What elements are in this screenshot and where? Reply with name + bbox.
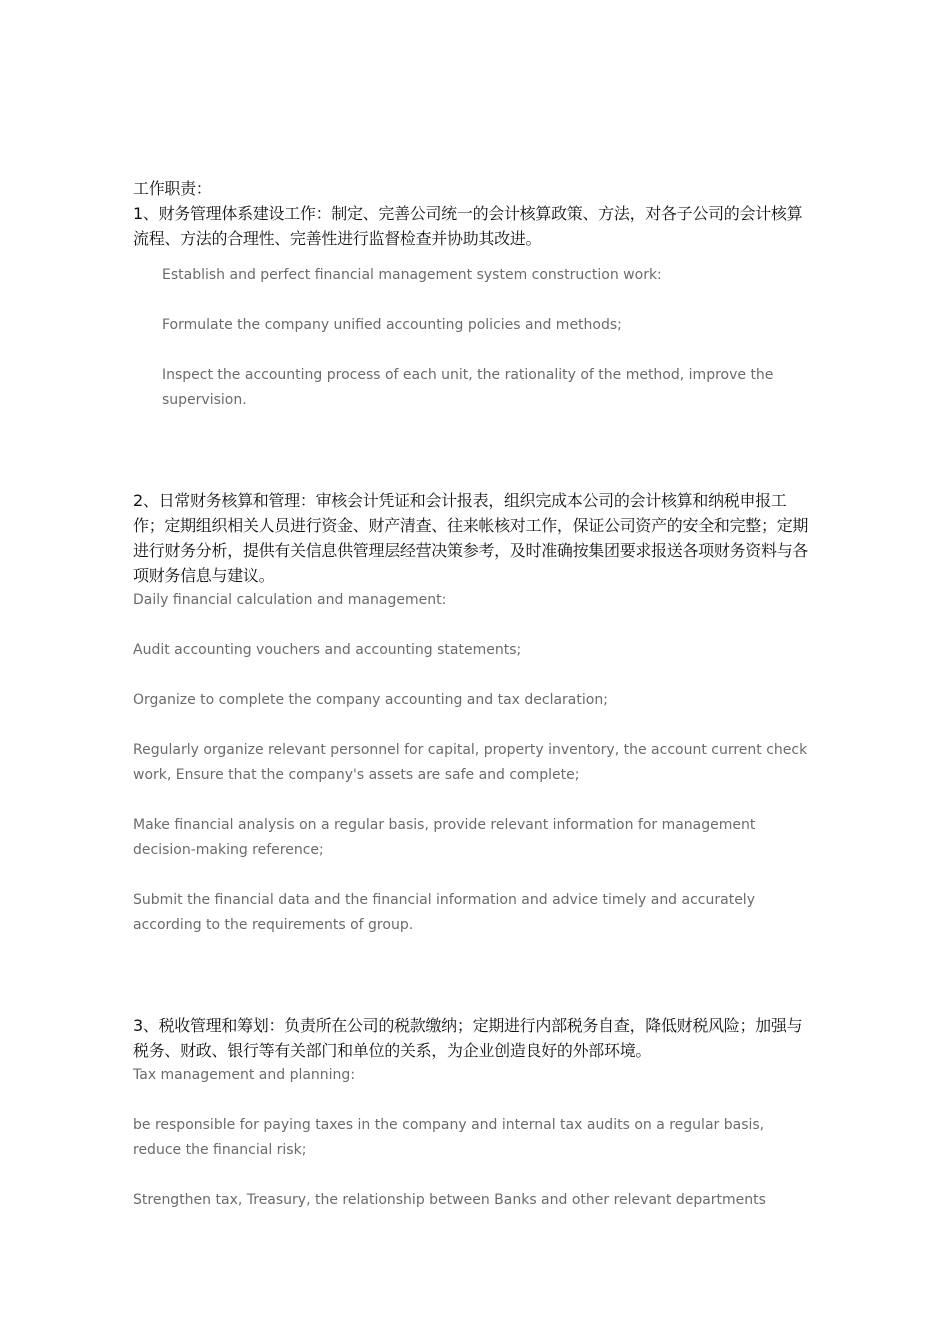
section-1-en-line: Inspect the accounting process of each unit, the rationality of the method, improve the supervision.	[162, 367, 774, 408]
section-3-english	[133, 1063, 813, 1213]
section-2-en-line: Make financial analysis on a regular basis, provide relevant information for management decision-making reference;	[133, 817, 756, 858]
section-1-english	[133, 263, 813, 413]
section-heading: 工作职责：	[133, 179, 212, 198]
section-2-chinese: 2、日常财务核算和管理：审核会计凭证和会计报表，组织完成本公司的会计核算和纳税申报工作；定期组织相关人员进行资金、财产清查、往来帐核对工作，保证公司资产的安全和完整；定期进行财务分析，提供有关信息供管理层经营决策参考，及时准确按集团要求报送各项财务资料与各项财务信息与建议。	[133, 491, 809, 585]
section-1-chinese: 1、财务管理体系建设工作：制定、完善公司统一的会计核算政策、方法，对各子公司的会计核算流程、方法的合理性、完善性进行监督检查并协助其改进。	[133, 204, 803, 248]
document-body	[133, 176, 813, 1213]
section-2-en-line: Audit accounting vouchers and accounting statements;	[133, 642, 522, 658]
section-1-en-line: Formulate the company unified accounting policies and methods;	[162, 317, 622, 333]
section-3-en-line: Strengthen tax, Treasury, the relationship between Banks and other relevant departments	[133, 1192, 766, 1208]
section-1-en-line: Establish and perfect financial management system construction work:	[162, 267, 662, 283]
section-2-english	[133, 588, 813, 938]
section-3-en-line: Tax management and planning:	[133, 1067, 356, 1083]
section-3-en-line: be responsible for paying taxes in the company and internal tax audits on a regular basis, reduce the financial risk;	[133, 1117, 765, 1158]
section-3-chinese: 3、税收管理和筹划：负责所在公司的税款缴纳；定期进行内部税务自查，降低财税风险；加强与税务、财政、银行等有关部门和单位的关系，为企业创造良好的外部环境。	[133, 1016, 803, 1060]
section-2-en-line: Organize to complete the company accounting and tax declaration;	[133, 692, 608, 708]
section-2-en-line: Daily financial calculation and management:	[133, 592, 447, 608]
section-2-en-line: Regularly organize relevant personnel for capital, property inventory, the account current check work, Ensure that the company's assets are safe and complete;	[133, 742, 808, 783]
section-2-en-line: Submit the financial data and the financial information and advice timely and accurately according to the requirements of group.	[133, 892, 755, 933]
